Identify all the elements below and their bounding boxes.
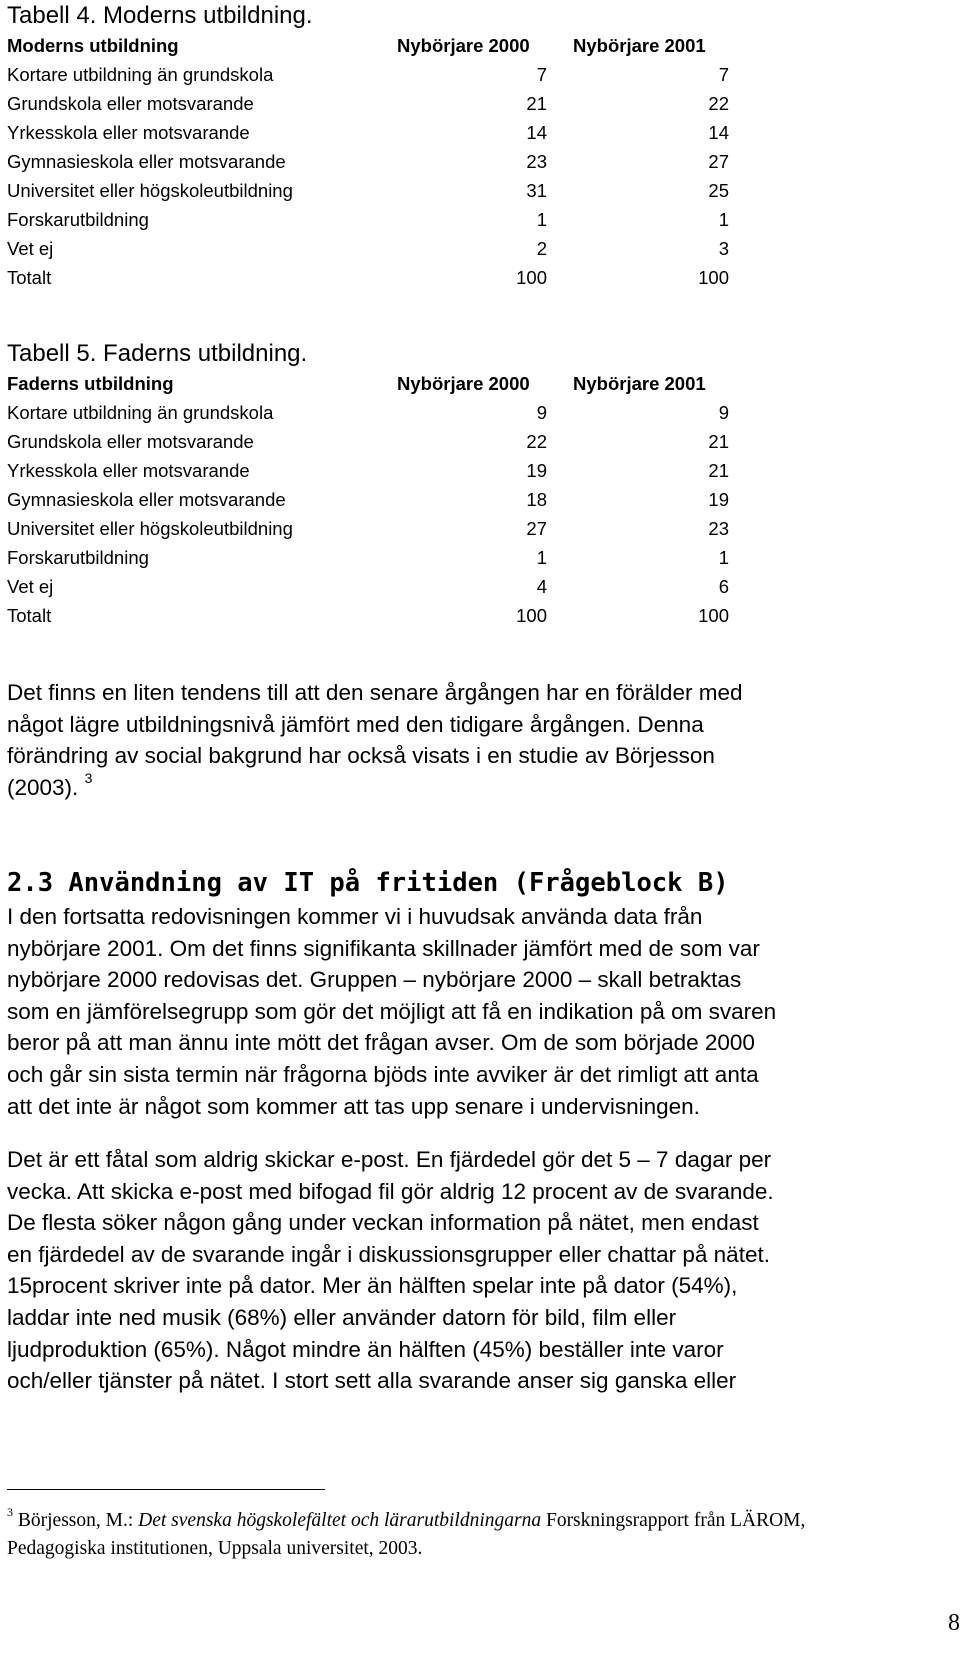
table4-header-row bbox=[7, 31, 747, 60]
para3-line: Det är ett fåtal som aldrig skickar e-post. En fjärdedel gör det 5 – 7 dagar per bbox=[7, 1147, 772, 1172]
table4-row bbox=[7, 60, 747, 89]
table4-row bbox=[7, 176, 747, 205]
footnote bbox=[7, 1504, 947, 1563]
table5-value-2001: 21 bbox=[708, 431, 729, 452]
table4-row bbox=[7, 234, 747, 263]
table4-value-2001: 100 bbox=[698, 267, 729, 288]
footnote-title: Det svenska högskolefältet och lärarutbildningarna bbox=[138, 1510, 542, 1531]
table5-row bbox=[7, 601, 747, 630]
page-number: 8 bbox=[948, 1610, 960, 1636]
table5-value-2000: 19 bbox=[526, 460, 547, 481]
table4 bbox=[7, 31, 747, 292]
table5-header-label: Faderns utbildning bbox=[7, 373, 174, 394]
paragraph-method bbox=[7, 901, 952, 1122]
footnote-number: 3 bbox=[7, 1504, 13, 1519]
table5-value-2001: 1 bbox=[718, 547, 729, 568]
table5-value-2000: 4 bbox=[536, 576, 547, 597]
paragraph-results bbox=[7, 1144, 952, 1397]
footnote-line-1 bbox=[7, 1504, 947, 1535]
para2-line: och går sin sista termin när frågorna bjöds inte avviker är det rimligt att anta bbox=[7, 1061, 759, 1087]
table4-header-2001: Nybörjare 2001 bbox=[573, 35, 706, 56]
table5-row bbox=[7, 572, 747, 601]
para3-line: vecka. Att skicka e-post med bifogad fil gör aldrig 12 procent av de svarande. bbox=[7, 1178, 774, 1204]
table5-value-2001: 19 bbox=[708, 489, 729, 510]
table4-value-2000: 21 bbox=[526, 93, 547, 114]
para1-line: (2003). bbox=[7, 774, 79, 800]
table4-value-2000: 7 bbox=[536, 64, 547, 85]
paragraph-social-background bbox=[7, 677, 952, 803]
footnote-line-2: Pedagogiska institutionen, Uppsala universitet, 2003. bbox=[7, 1538, 423, 1559]
para2-line: nybörjare 2001. Om det finns signifikanta skillnader jämfört med de som var bbox=[7, 935, 760, 961]
table5-value-2000: 22 bbox=[526, 431, 547, 452]
table5-value-2001: 21 bbox=[708, 460, 729, 481]
table5-row-label: Universitet eller högskoleutbildning bbox=[7, 518, 293, 539]
para2-line: att det inte är något som kommer att tas upp senare i undervisningen. bbox=[7, 1093, 700, 1119]
para3-line: De flesta söker någon gång under veckan information på nätet, men endast bbox=[7, 1210, 759, 1236]
table4-value-2000: 31 bbox=[526, 180, 547, 201]
table5-row-label: Forskarutbildning bbox=[7, 547, 149, 568]
table4-caption: Tabell 4. Moderns utbildning. bbox=[7, 2, 313, 29]
table5-row bbox=[7, 456, 747, 485]
para1-line: förändring av social bakgrund har också visats i en studie av Börjesson bbox=[7, 743, 715, 769]
para2-line: nybörjare 2000 redovisas det. Gruppen – nybörjare 2000 – skall betraktas bbox=[7, 967, 742, 993]
table5-row-label: Totalt bbox=[7, 605, 52, 626]
para3-line: en fjärdedel av de svarande ingår i diskussionsgrupper eller chattar på nätet. bbox=[7, 1241, 770, 1267]
table4-value-2000: 2 bbox=[536, 238, 547, 259]
table4-value-2000: 100 bbox=[516, 267, 547, 288]
para2-line: som en jämförelsegrupp som gör det möjligt att få en indikation på om svaren bbox=[7, 998, 777, 1024]
table4-row bbox=[7, 118, 747, 147]
table5-row bbox=[7, 514, 747, 543]
para3-line: och/eller tjänster på nätet. I stort sett alla svarande anser sig ganska eller bbox=[7, 1368, 737, 1394]
footnote-rest: Forskningsrapport från LÄROM, bbox=[541, 1510, 806, 1531]
table4-value-2000: 23 bbox=[526, 151, 547, 172]
table4-value-2001: 25 bbox=[708, 180, 729, 201]
table4-value-2001: 14 bbox=[708, 122, 729, 143]
para1-line: något lägre utbildningsnivå jämfört med den tidigare årgången. Denna bbox=[7, 711, 704, 737]
table4-row-label: Kortare utbildning än grundskola bbox=[7, 64, 274, 85]
para3-line: ljudproduktion (65%). Något mindre än hälften (45%) beställer inte varor bbox=[7, 1336, 724, 1362]
table4-row bbox=[7, 205, 747, 234]
table5-row-label: Vet ej bbox=[7, 576, 54, 597]
table4-value-2001: 1 bbox=[718, 209, 729, 230]
table5-header-row bbox=[7, 369, 747, 398]
table5-row bbox=[7, 427, 747, 456]
table5-row-label: Gymnasieskola eller motsvarande bbox=[7, 489, 286, 510]
table5-value-2001: 23 bbox=[708, 518, 729, 539]
footnote-author: Börjesson, M.: bbox=[17, 1510, 139, 1531]
table4-value-2001: 7 bbox=[718, 64, 729, 85]
table4-row bbox=[7, 147, 747, 176]
table5-row bbox=[7, 543, 747, 572]
table5-header-2001: Nybörjare 2001 bbox=[573, 373, 706, 394]
section-heading: 2.3 Användning av IT på fritiden (Frågeblock B) bbox=[7, 868, 729, 898]
table5-row bbox=[7, 485, 747, 514]
para2-line: I den fortsatta redovisningen kommer vi i huvudsak använda data från bbox=[7, 904, 703, 929]
table5-value-2000: 9 bbox=[536, 402, 547, 423]
footnote-divider bbox=[7, 1489, 325, 1490]
table4-row-label: Totalt bbox=[7, 267, 52, 288]
table5 bbox=[7, 369, 747, 630]
table5-row-label: Kortare utbildning än grundskola bbox=[7, 402, 274, 423]
para1-line: Det finns en liten tendens till att den senare årgången har en förälder med bbox=[7, 680, 743, 705]
table5-value-2001: 9 bbox=[718, 402, 729, 423]
para2-line: beror på att man ännu inte mött det frågan avser. Om de som började 2000 bbox=[7, 1030, 755, 1056]
table4-row bbox=[7, 263, 747, 292]
table4-value-2001: 22 bbox=[708, 93, 729, 114]
table4-value-2001: 27 bbox=[708, 151, 729, 172]
table4-row-label: Forskarutbildning bbox=[7, 209, 149, 230]
table5-value-2000: 27 bbox=[526, 518, 547, 539]
table4-value-2000: 14 bbox=[526, 122, 547, 143]
table4-header-label: Moderns utbildning bbox=[7, 35, 179, 56]
table4-value-2000: 1 bbox=[536, 209, 547, 230]
table5-value-2000: 100 bbox=[516, 605, 547, 626]
para3-line: 15procent skriver inte på dator. Mer än hälften spelar inte på dator (54%), bbox=[7, 1273, 738, 1299]
table4-header-2000: Nybörjare 2000 bbox=[397, 35, 530, 56]
table4-row-label: Grundskola eller motsvarande bbox=[7, 93, 254, 114]
table4-value-2001: 3 bbox=[718, 238, 729, 259]
table5-row-label: Yrkesskola eller motsvarande bbox=[7, 460, 250, 481]
table5-header-2000: Nybörjare 2000 bbox=[397, 373, 530, 394]
table4-row-label: Yrkesskola eller motsvarande bbox=[7, 122, 250, 143]
table5-value-2001: 100 bbox=[698, 605, 729, 626]
table4-row bbox=[7, 89, 747, 118]
footnote-reference[interactable]: 3 bbox=[84, 770, 93, 787]
table5-value-2001: 6 bbox=[718, 576, 729, 597]
table4-row-label: Universitet eller högskoleutbildning bbox=[7, 180, 293, 201]
para1-last-line bbox=[7, 772, 952, 804]
table5-caption: Tabell 5. Faderns utbildning. bbox=[7, 340, 308, 367]
table5-row bbox=[7, 398, 747, 427]
para3-line: laddar inte ned musik (68%) eller använder datorn för bild, film eller bbox=[7, 1304, 677, 1330]
table5-value-2000: 1 bbox=[536, 547, 547, 568]
table5-value-2000: 18 bbox=[526, 489, 547, 510]
table5-row-label: Grundskola eller motsvarande bbox=[7, 431, 254, 452]
table4-row-label: Vet ej bbox=[7, 238, 54, 259]
table4-row-label: Gymnasieskola eller motsvarande bbox=[7, 151, 286, 172]
